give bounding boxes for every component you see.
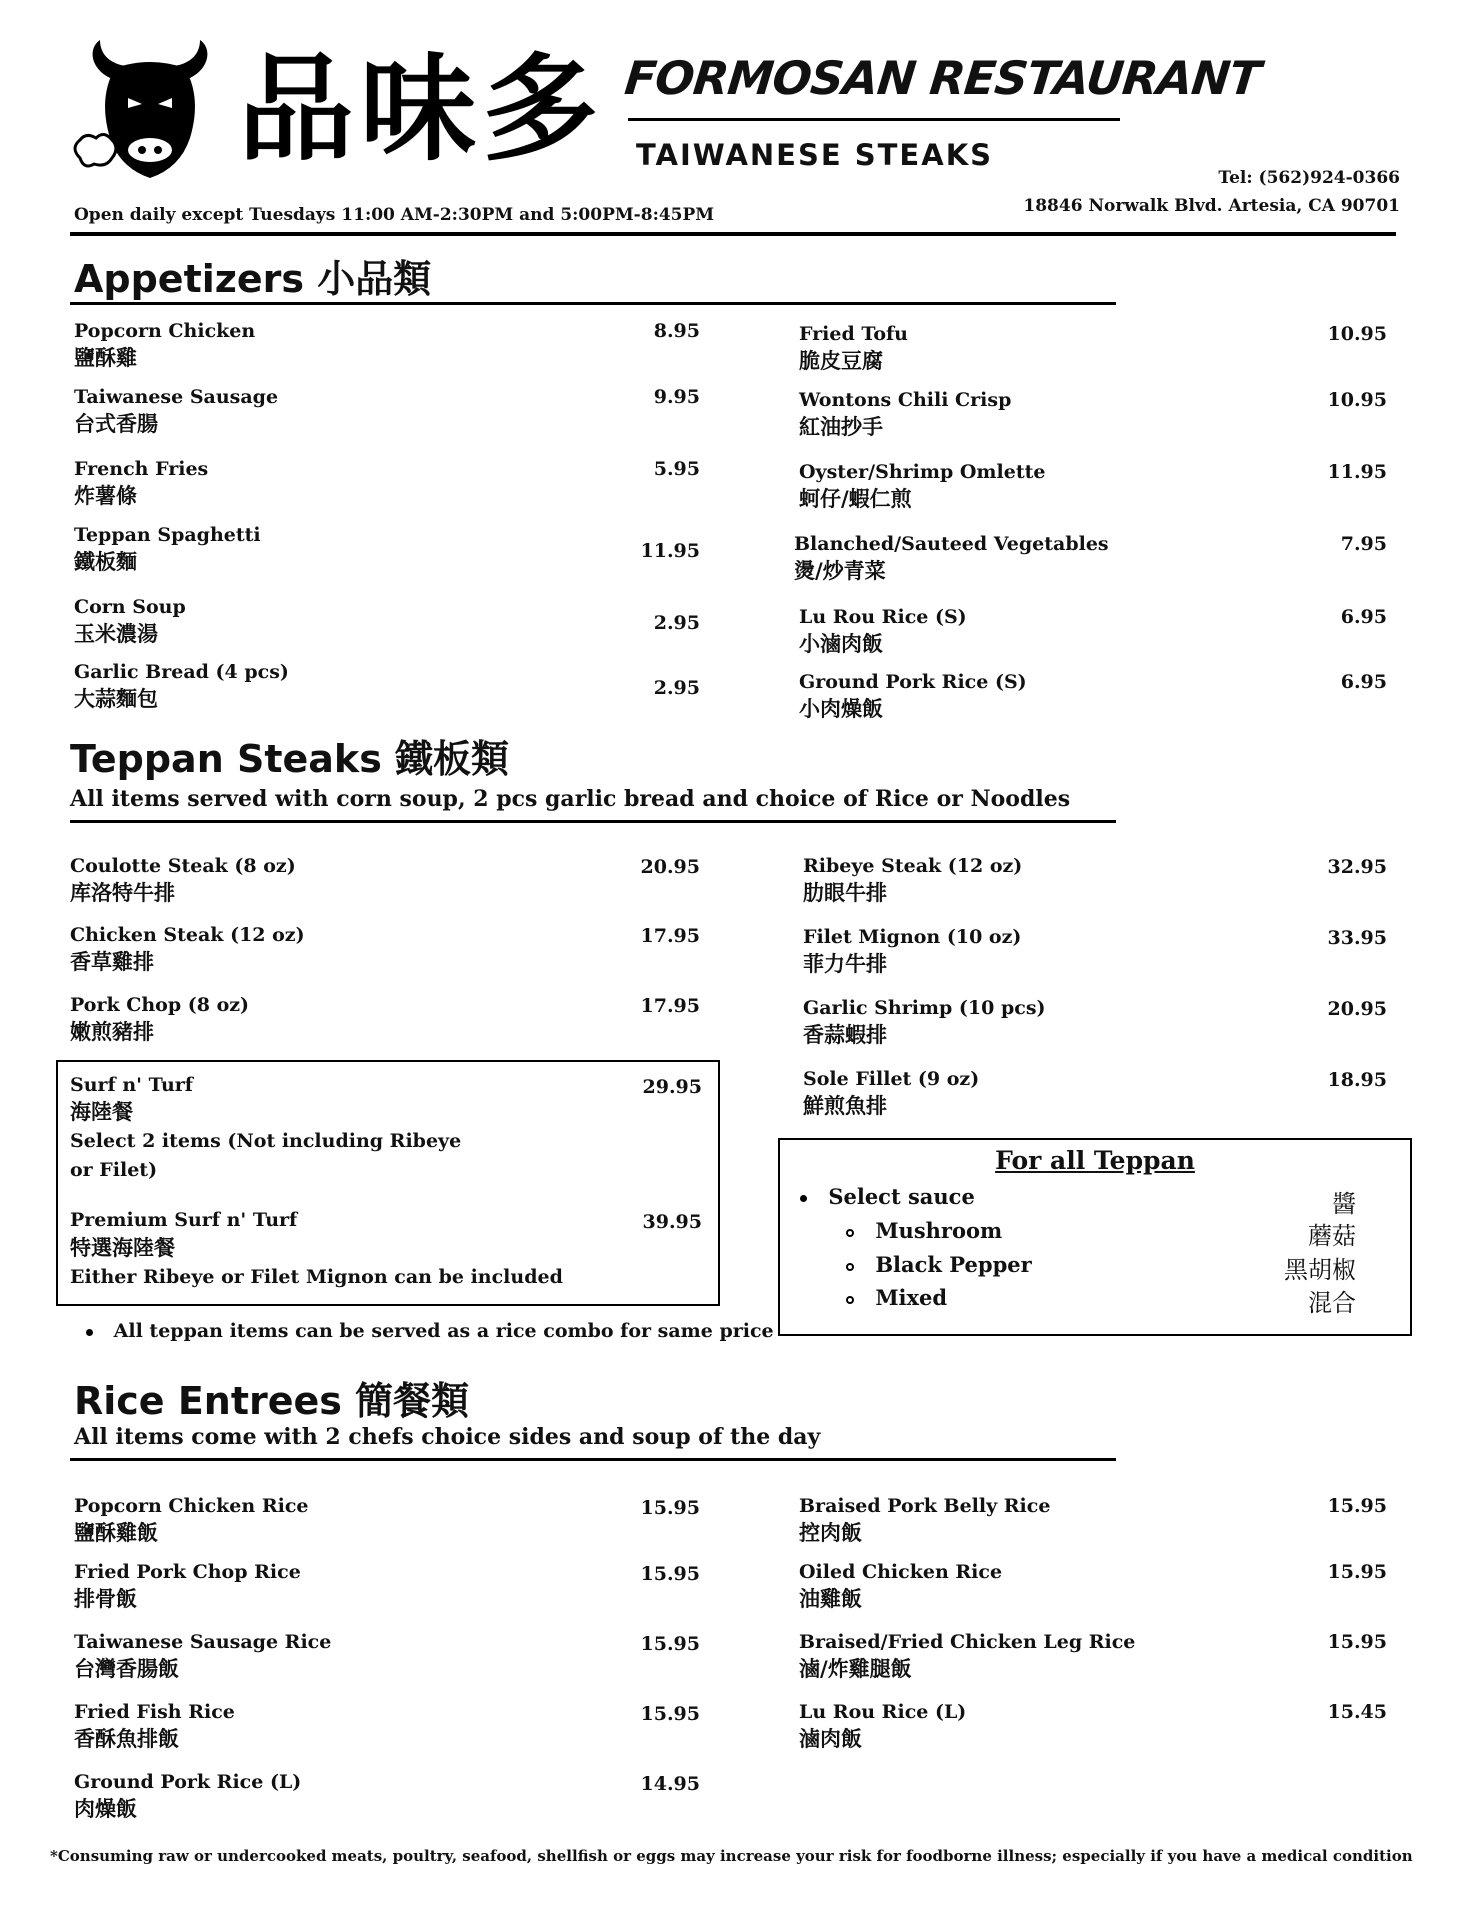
- health-disclaimer: *Consuming raw or undercooked meats, poultry, seafood, shellfish or eggs may increase your risk for foodborne illness; especially if you have a medical condition: [50, 1847, 1413, 1865]
- bullet-icon: [800, 1195, 807, 1202]
- item-price: 7.95: [1340, 533, 1387, 555]
- item-price: 17.95: [640, 925, 700, 947]
- opening-hours: Open daily except Tuesdays 11:00 AM-2:30PM and 5:00PM-8:45PM: [74, 205, 715, 225]
- item-price: 6.95: [1340, 671, 1387, 693]
- menu-item: Teppan Spaghetti 鐵板麵: [74, 524, 261, 574]
- menu-item: Ground Pork Rice (S) 小肉燥飯: [799, 671, 1027, 721]
- item-price: 15.95: [640, 1703, 700, 1725]
- item-price: 2.95: [653, 612, 700, 634]
- menu-item: Ribeye Steak (12 oz) 肋眼牛排: [803, 855, 1023, 905]
- bullet-icon: [86, 1329, 93, 1336]
- item-price: 32.95: [1327, 856, 1387, 878]
- menu-item: Lu Rou Rice (L) 滷肉飯: [799, 1701, 967, 1751]
- menu-item: Oyster/Shrimp Omlette 蚵仔/蝦仁煎: [799, 461, 1046, 511]
- menu-item: Fried Tofu 脆皮豆腐: [799, 323, 908, 373]
- item-price: 11.95: [640, 540, 700, 562]
- item-price: 10.95: [1327, 323, 1387, 345]
- teppan-title: Teppan Steaks 鐵板類: [70, 737, 510, 781]
- menu-item: Taiwanese Sausage Rice 台灣香腸飯: [74, 1631, 332, 1681]
- menu-item: Garlic Bread (4 pcs) 大蒜麵包: [74, 661, 289, 711]
- item-price: 15.95: [1327, 1631, 1387, 1653]
- item-price: 9.95: [653, 386, 700, 408]
- rice-entrees-title: Rice Entrees 簡餐類: [74, 1379, 470, 1423]
- menu-item: Garlic Shrimp (10 pcs) 香蒜蝦排: [803, 997, 1046, 1047]
- menu-item: Pork Chop (8 oz) 嫩煎豬排: [70, 994, 250, 1044]
- item-price: 20.95: [640, 856, 700, 878]
- item-price: 18.95: [1327, 1069, 1387, 1091]
- item-price: 5.95: [653, 458, 700, 480]
- item-price: 10.95: [1327, 389, 1387, 411]
- surf-turf-name: Surf n' Turf: [70, 1074, 193, 1096]
- sauce-option-chinese: 蘑菇: [1308, 1222, 1356, 1250]
- menu-item: Popcorn Chicken 鹽酥雞: [74, 320, 256, 370]
- item-price: 17.95: [640, 995, 700, 1017]
- bullet-ring-icon: [846, 1263, 854, 1271]
- sauce-option: Black Pepper: [846, 1252, 1032, 1277]
- item-price: 2.95: [653, 677, 700, 699]
- surf-turf-note: Select 2 items (Not including Ribeye: [70, 1130, 462, 1152]
- sauce-option: Mixed: [846, 1285, 947, 1310]
- select-sauce-label: Select sauce: [800, 1184, 975, 1209]
- menu-item: Sole Fillet (9 oz) 鮮煎魚排: [803, 1068, 980, 1118]
- phone-number: Tel: (562)924-0366: [1218, 168, 1400, 188]
- menu-item: Braised Pork Belly Rice 控肉飯: [799, 1495, 1051, 1545]
- header-divider: [70, 232, 1396, 236]
- surf-turf-price: 29.95: [642, 1076, 702, 1098]
- menu-item: Filet Mignon (10 oz) 菲力牛排: [803, 926, 1022, 976]
- sauce-option: Mushroom: [846, 1218, 1002, 1243]
- rice-entrees-divider: [70, 1458, 1116, 1461]
- menu-item: Taiwanese Sausage 台式香腸: [74, 386, 279, 436]
- premium-surf-turf-chinese: 特選海陸餐: [70, 1236, 175, 1260]
- brand-divider: [628, 118, 1120, 121]
- menu-item: Fried Pork Chop Rice 排骨飯: [74, 1561, 301, 1611]
- sauce-box: [778, 1138, 1412, 1336]
- sauce-option-chinese: 混合: [1308, 1289, 1356, 1317]
- item-price: 33.95: [1327, 927, 1387, 949]
- rice-entrees-subtitle: All items come with 2 chefs choice sides and soup of the day: [74, 1424, 821, 1450]
- menu-item: Braised/Fried Chicken Leg Rice 滷/炸雞腿飯: [799, 1631, 1136, 1681]
- ox-head-icon: [70, 38, 230, 188]
- premium-surf-turf-name: Premium Surf n' Turf: [70, 1209, 298, 1231]
- menu-item: Fried Fish Rice 香酥魚排飯: [74, 1701, 235, 1751]
- item-price: 15.95: [640, 1563, 700, 1585]
- menu-item: Wontons Chili Crisp 紅油抄手: [799, 389, 1012, 439]
- sauce-option-chinese: 黑胡椒: [1284, 1256, 1356, 1284]
- restaurant-tagline: TAIWANESE STEAKS: [636, 138, 994, 172]
- rice-combo-note: All teppan items can be served as a rice combo for same price: [86, 1318, 774, 1345]
- menu-item: Oiled Chicken Rice 油雞飯: [799, 1561, 1003, 1611]
- item-price: 11.95: [1327, 461, 1387, 483]
- premium-surf-turf-note: Either Ribeye or Filet Mignon can be included: [70, 1266, 563, 1288]
- address: 18846 Norwalk Blvd. Artesia, CA 90701: [1023, 196, 1400, 216]
- menu-item: Popcorn Chicken Rice 鹽酥雞飯: [74, 1495, 309, 1545]
- item-price: 8.95: [653, 320, 700, 342]
- surf-turf-box: [56, 1060, 720, 1306]
- item-price: 15.95: [1327, 1495, 1387, 1517]
- menu-item: Corn Soup 玉米濃湯: [74, 596, 186, 646]
- surf-turf-note: or Filet): [70, 1159, 158, 1181]
- appetizers-title: Appetizers 小品類: [74, 257, 432, 301]
- menu-item: Chicken Steak (12 oz) 香草雞排: [70, 924, 305, 974]
- surf-turf-chinese: 海陸餐: [70, 1100, 133, 1124]
- menu-item: Lu Rou Rice (S) 小滷肉飯: [799, 606, 967, 656]
- teppan-subtitle: All items served with corn soup, 2 pcs garlic bread and choice of Rice or Noodles: [70, 786, 1071, 812]
- item-price: 15.45: [1327, 1701, 1387, 1723]
- restaurant-chinese-name: 品味多: [238, 42, 604, 177]
- select-sauce-chinese: 醬: [1332, 1190, 1356, 1218]
- bullet-ring-icon: [846, 1229, 854, 1237]
- teppan-divider: [70, 820, 1116, 823]
- item-price: 20.95: [1327, 998, 1387, 1020]
- item-price: 6.95: [1340, 606, 1387, 628]
- item-price: 14.95: [640, 1773, 700, 1795]
- menu-item: Blanched/Sauteed Vegetables 燙/炒青菜: [794, 533, 1109, 583]
- menu-item: Coulotte Steak (8 oz) 库洛特牛排: [70, 855, 296, 905]
- menu-item: Ground Pork Rice (L) 肉燥飯: [74, 1771, 302, 1821]
- premium-surf-turf-price: 39.95: [642, 1211, 702, 1233]
- item-price: 15.95: [1327, 1561, 1387, 1583]
- appetizers-divider: [70, 302, 1116, 305]
- bullet-ring-icon: [846, 1296, 854, 1304]
- item-price: 15.95: [640, 1497, 700, 1519]
- item-price: 15.95: [640, 1633, 700, 1655]
- restaurant-name: FORMOSAN RESTAURANT: [622, 51, 1263, 105]
- menu-item: French Fries 炸薯條: [74, 458, 209, 508]
- sauce-box-title: For all Teppan: [995, 1146, 1195, 1175]
